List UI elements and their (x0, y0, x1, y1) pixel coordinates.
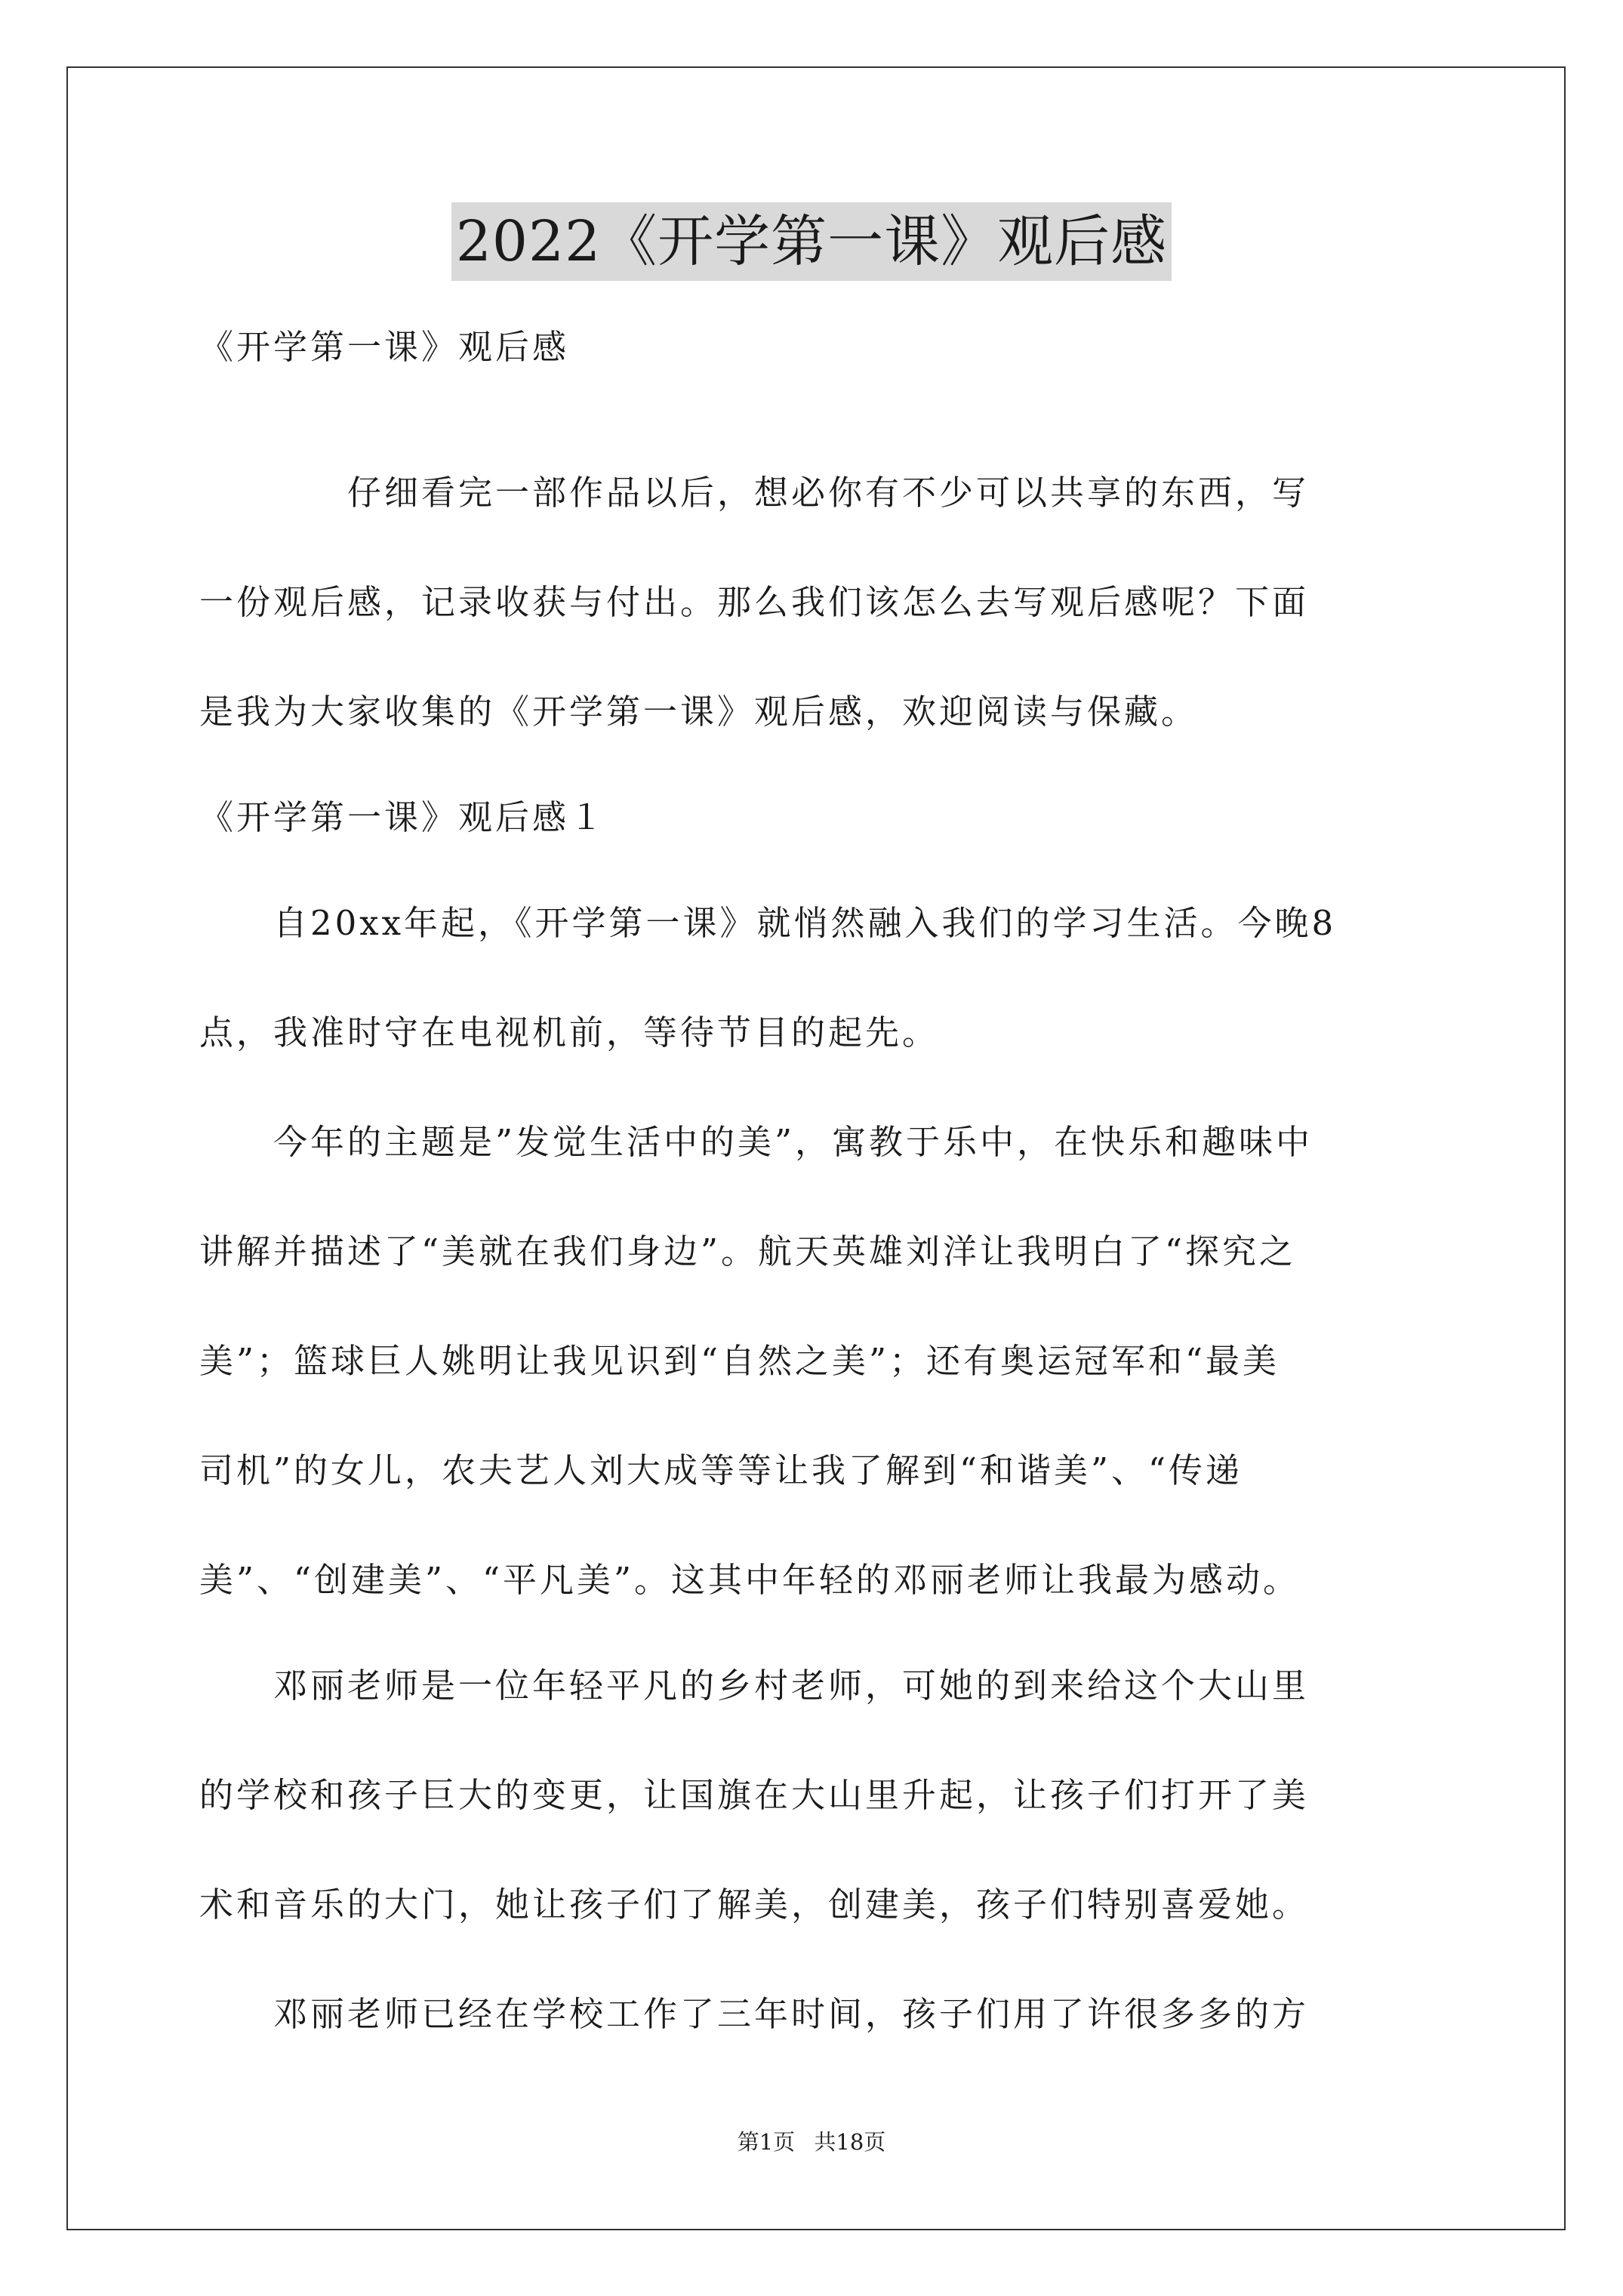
body-line: 讲解并描述了“美就在我们身边”。航天英雄刘洋让我明白了“探究之 (199, 1231, 1297, 1271)
body-line: 邓丽老师是一位年轻平凡的乡村老师，可她的到来给这个大山里 (199, 1666, 1310, 1706)
body-line: 仔细看完一部作品以后，想必你有不少可以共享的东西，写 (199, 473, 1310, 513)
subtitle-line: 《开学第一课》观后感 (199, 327, 570, 367)
body-line: 司机”的女儿，农夫艺人刘大成等等让我了解到“和谐美”、“传递 (199, 1450, 1243, 1490)
page-total: 共18页 (814, 2129, 886, 2155)
body-line: 美”、“创建美”、“平凡美”。这其中年轻的邓丽老师让我最为感动。 (199, 1560, 1301, 1600)
body-line: 美”；篮球巨人姚明让我见识到“自然之美”；还有奥运冠军和“最美 (199, 1341, 1280, 1381)
section-heading: 《开学第一课》观后感１ (199, 797, 607, 837)
page-number: 第1页 (737, 2129, 796, 2155)
document-title: 2022《开学第一课》观后感 (451, 202, 1172, 281)
body-line: 术和音乐的大门，她让孩子们了解美，创建美，孩子们特别喜爱她。 (199, 1885, 1310, 1925)
page-footer (0, 2125, 1623, 2156)
body-line: 是我为大家收集的《开学第一课》观后感，欢迎阅读与保藏。 (199, 692, 1199, 732)
body-line: 点，我准时守在电视机前，等待节目的起先。 (199, 1012, 940, 1052)
body-line: 今年的主题是”发觉生活中的美”，寓教于乐中，在快乐和趣味中 (199, 1122, 1313, 1162)
body-line: 自20xx年起，《开学第一课》就悄然融入我们的学习生活。今晚8 (199, 903, 1337, 943)
body-line: 的学校和孩子巨大的变更，让国旗在大山里升起，让孩子们打开了美 (199, 1775, 1310, 1815)
body-line: 一份观后感，记录收获与付出。那么我们该怎么去写观后感呢？下面 (199, 582, 1310, 622)
body-line: 邓丽老师已经在学校工作了三年时间，孩子们用了许很多多的方 (199, 1994, 1310, 2034)
title-container (0, 202, 1623, 281)
